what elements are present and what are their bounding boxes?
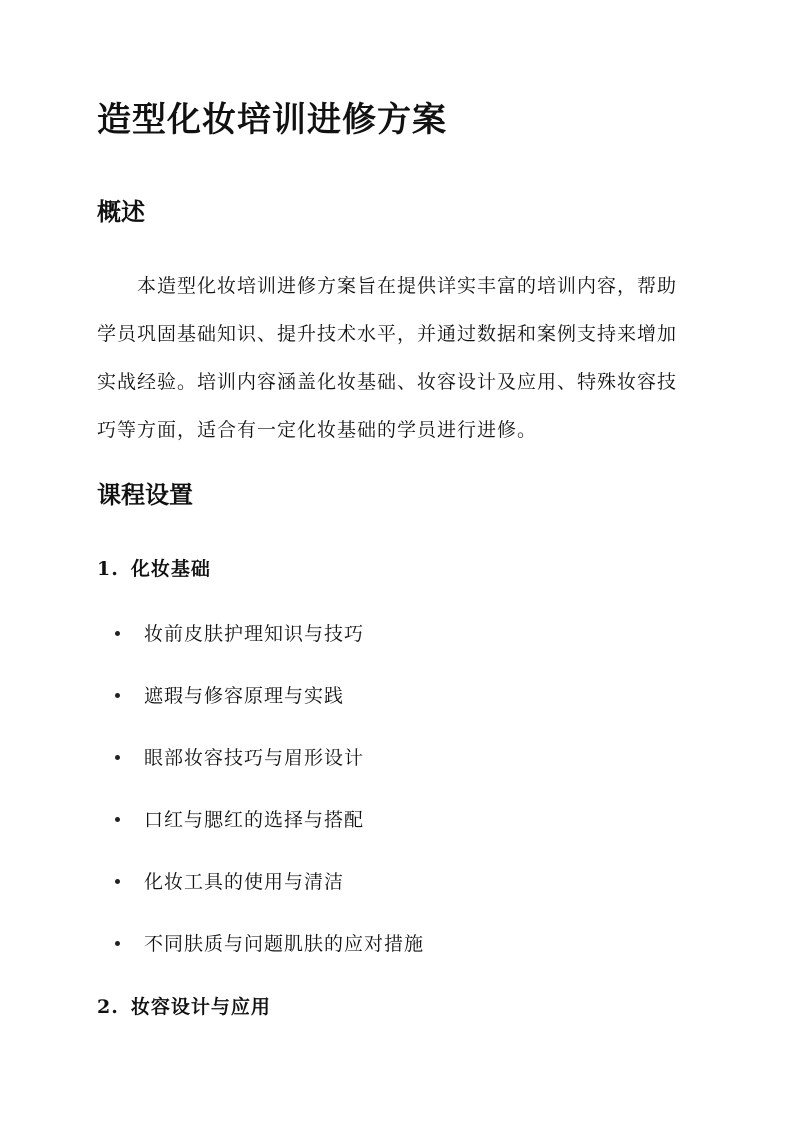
list-item-text: 不同肤质与问题肌肤的应对措施 xyxy=(144,933,425,955)
section-title: 妆容设计与应用 xyxy=(130,996,271,1018)
list-item xyxy=(115,740,424,802)
list-item xyxy=(115,802,424,864)
section-heading xyxy=(97,993,271,1021)
overview-line: 实战经验。培训内容涵盖化妆基础、妆容设计及应用、特殊妆容技 xyxy=(97,371,678,393)
bullet-icon xyxy=(115,817,120,822)
section-heading xyxy=(97,555,211,583)
list-item-text: 化妆工具的使用与清洁 xyxy=(144,871,345,893)
list-item xyxy=(115,678,424,740)
section-item-list xyxy=(115,616,424,988)
overview-paragraph xyxy=(97,262,703,454)
list-item xyxy=(115,864,424,926)
overview-line: 本造型化妆培训进修方案旨在提供详实丰富的培训内容，帮助 xyxy=(137,275,678,297)
list-item-text: 妆前皮肤护理知识与技巧 xyxy=(144,623,365,645)
bullet-icon xyxy=(115,879,120,884)
overview-heading: 概述 xyxy=(97,197,145,226)
bullet-icon xyxy=(115,755,120,760)
overview-line: 学员巩固基础知识、提升技术水平，并通过数据和案例支持来增加 xyxy=(97,323,678,345)
document-title: 造型化妆培训进修方案 xyxy=(97,100,447,140)
section-number: 2. xyxy=(97,996,119,1018)
bullet-icon xyxy=(115,941,120,946)
list-item xyxy=(115,616,424,678)
section-number: 1. xyxy=(97,558,119,580)
list-item-text: 口红与腮红的选择与搭配 xyxy=(144,809,365,831)
list-item-text: 眼部妆容技巧与眉形设计 xyxy=(144,747,365,769)
bullet-icon xyxy=(115,693,120,698)
overview-line: 巧等方面，适合有一定化妆基础的学员进行进修。 xyxy=(97,419,538,441)
list-item-text: 遮瑕与修容原理与实践 xyxy=(144,685,345,707)
bullet-icon xyxy=(115,631,120,636)
section-title: 化妆基础 xyxy=(130,558,211,580)
list-item xyxy=(115,926,424,988)
course-heading: 课程设置 xyxy=(97,480,193,509)
